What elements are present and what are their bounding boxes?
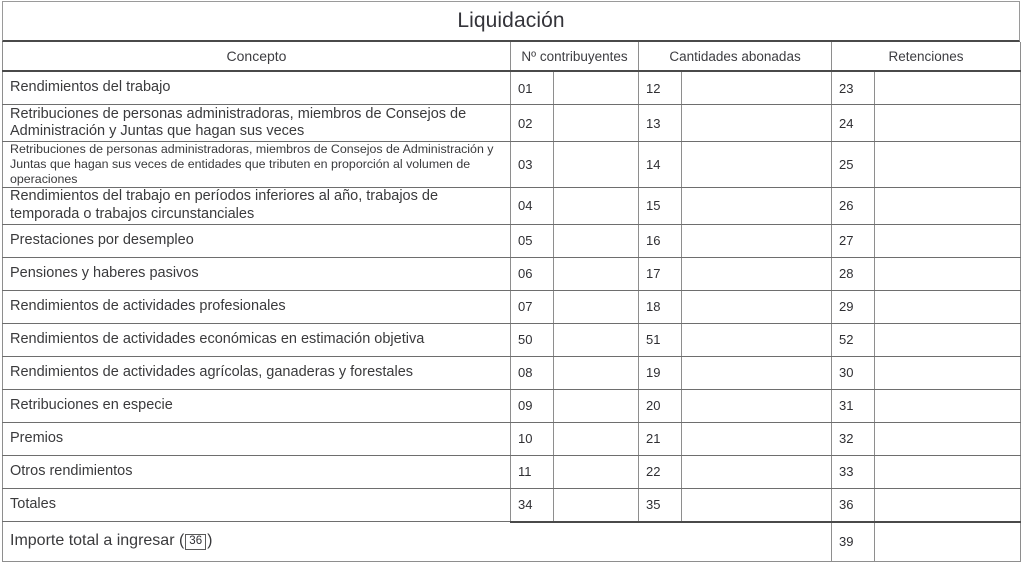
boxed-reference-number: 36 — [185, 534, 206, 551]
table-row — [3, 488, 1021, 522]
input-cell-contribuyentes[interactable] — [554, 356, 639, 389]
table-row — [3, 422, 1021, 455]
box-number-retenciones: 27 — [832, 224, 875, 257]
input-cell-contribuyentes[interactable] — [554, 187, 639, 224]
input-cell-contribuyentes[interactable] — [554, 105, 639, 142]
table-row — [3, 356, 1021, 389]
input-cell-contribuyentes[interactable] — [554, 257, 639, 290]
input-cell-contribuyentes[interactable] — [554, 71, 639, 105]
input-cell-contribuyentes[interactable] — [554, 422, 639, 455]
box-number-cantidades-abonadas: 18 — [639, 290, 682, 323]
input-cell-contribuyentes[interactable] — [554, 224, 639, 257]
input-cell-cantidades-abonadas[interactable] — [682, 389, 832, 422]
empty-spacer-cell — [511, 522, 554, 562]
box-number-contribuyentes: 08 — [511, 356, 554, 389]
box-number-contribuyentes: 02 — [511, 105, 554, 142]
input-cell-retenciones[interactable] — [875, 187, 1021, 224]
box-number-cantidades-abonadas: 17 — [639, 257, 682, 290]
box-number-cantidades-abonadas: 16 — [639, 224, 682, 257]
form-title-band — [2, 1, 1020, 42]
input-cell-cantidades-abonadas[interactable] — [682, 290, 832, 323]
box-number-retenciones: 23 — [832, 71, 875, 105]
box-number-contribuyentes: 09 — [511, 389, 554, 422]
box-number-cantidades-abonadas: 22 — [639, 455, 682, 488]
input-cell-cantidades-abonadas[interactable] — [682, 224, 832, 257]
row-concept-label: Rendimientos de actividades económicas en estimación objetiva — [3, 323, 511, 356]
row-concept-label: Totales — [3, 488, 511, 522]
box-number-contribuyentes: 06 — [511, 257, 554, 290]
table-row-total-a-ingresar — [3, 522, 1021, 562]
table-row — [3, 455, 1021, 488]
empty-spacer-cell — [682, 522, 832, 562]
column-header-retenciones: Retenciones — [832, 42, 1021, 71]
box-number-retenciones: 33 — [832, 455, 875, 488]
row-concept-label: Rendimientos de actividades profesionales — [3, 290, 511, 323]
input-cell-cantidades-abonadas[interactable] — [682, 187, 832, 224]
box-number-cantidades-abonadas: 51 — [639, 323, 682, 356]
box-number-contribuyentes: 07 — [511, 290, 554, 323]
box-number-contribuyentes: 04 — [511, 187, 554, 224]
input-cell-cantidades-abonadas[interactable] — [682, 71, 832, 105]
input-cell-cantidades-abonadas[interactable] — [682, 142, 832, 188]
row-concept-label: Rendimientos del trabajo en períodos inferiores al año, trabajos de temporada o trabajos circunstanciales — [3, 187, 511, 224]
input-cell-cantidades-abonadas[interactable] — [682, 323, 832, 356]
table-row — [3, 389, 1021, 422]
empty-spacer-cell — [554, 522, 639, 562]
row-concept-label: Premios — [3, 422, 511, 455]
box-number-contribuyentes: 34 — [511, 488, 554, 522]
box-number-contribuyentes: 10 — [511, 422, 554, 455]
table-row — [3, 257, 1021, 290]
input-cell-retenciones[interactable] — [875, 323, 1021, 356]
input-cell-retenciones[interactable] — [875, 257, 1021, 290]
input-cell-retenciones[interactable] — [875, 224, 1021, 257]
input-cell-contribuyentes[interactable] — [554, 455, 639, 488]
row-concept-label: Otros rendimientos — [3, 455, 511, 488]
box-number-retenciones: 28 — [832, 257, 875, 290]
box-number-contribuyentes: 01 — [511, 71, 554, 105]
table-body — [3, 42, 1021, 561]
box-number-retenciones: 36 — [832, 488, 875, 522]
column-header-cantidades-abonadas: Cantidades abonadas — [639, 42, 832, 71]
input-cell-contribuyentes[interactable] — [554, 488, 639, 522]
box-number-retenciones: 52 — [832, 323, 875, 356]
box-number-retenciones: 32 — [832, 422, 875, 455]
box-number-cantidades-abonadas: 20 — [639, 389, 682, 422]
input-cell-cantidades-abonadas[interactable] — [682, 257, 832, 290]
box-number-cantidades-abonadas: 19 — [639, 356, 682, 389]
row-concept-label: Retribuciones de personas administradoras, miembros de Consejos de Administración y Juntas que hagan sus veces — [3, 105, 511, 142]
box-number-retenciones: 24 — [832, 105, 875, 142]
box-number-cantidades-abonadas: 12 — [639, 71, 682, 105]
table-row — [3, 224, 1021, 257]
total-a-ingresar-label — [3, 522, 511, 562]
box-number-cantidades-abonadas: 13 — [639, 105, 682, 142]
box-number-cantidades-abonadas: 15 — [639, 187, 682, 224]
input-cell-retenciones[interactable] — [875, 488, 1021, 522]
column-header-contribuyentes: Nº contribuyentes — [511, 42, 639, 71]
box-number-retenciones: 31 — [832, 389, 875, 422]
table-row — [3, 290, 1021, 323]
input-cell-cantidades-abonadas[interactable] — [682, 105, 832, 142]
input-cell-retenciones[interactable] — [875, 455, 1021, 488]
row-concept-label: Retribuciones de personas administradoras, miembros de Consejos de Administración y Juntas que hagan sus veces de entidades que tributen en proporción al volumen de operaciones — [3, 142, 511, 188]
table-row — [3, 71, 1021, 105]
column-header-concepto: Concepto — [3, 42, 511, 71]
input-cell-retenciones[interactable] — [875, 71, 1021, 105]
box-number-cantidades-abonadas: 21 — [639, 422, 682, 455]
input-cell-contribuyentes[interactable] — [554, 290, 639, 323]
row-concept-label: Pensiones y haberes pasivos — [3, 257, 511, 290]
input-cell-cantidades-abonadas[interactable] — [682, 422, 832, 455]
table-row — [3, 323, 1021, 356]
input-cell-retenciones[interactable] — [875, 356, 1021, 389]
table-header-row — [3, 42, 1021, 71]
input-cell-cantidades-abonadas[interactable] — [682, 455, 832, 488]
box-number-contribuyentes: 11 — [511, 455, 554, 488]
box-number-retenciones: 29 — [832, 290, 875, 323]
row-concept-label: Retribuciones en especie — [3, 389, 511, 422]
input-cell-retenciones[interactable] — [875, 142, 1021, 188]
box-number-cantidades-abonadas: 14 — [639, 142, 682, 188]
liquidacion-table — [2, 42, 1021, 562]
table-row — [3, 105, 1021, 142]
row-concept-label: Rendimientos de actividades agrícolas, ganaderas y forestales — [3, 356, 511, 389]
input-cell-cantidades-abonadas[interactable] — [682, 488, 832, 522]
row-concept-label: Prestaciones por desempleo — [3, 224, 511, 257]
box-number-contribuyentes: 03 — [511, 142, 554, 188]
input-cell-retenciones[interactable] — [875, 105, 1021, 142]
box-number-retenciones: 26 — [832, 187, 875, 224]
input-cell-contribuyentes[interactable] — [554, 142, 639, 188]
box-number-contribuyentes: 05 — [511, 224, 554, 257]
input-cell-cantidades-abonadas[interactable] — [682, 356, 832, 389]
input-cell-retenciones[interactable] — [875, 290, 1021, 323]
page-title: Liquidación — [457, 9, 565, 32]
box-number-contribuyentes: 50 — [511, 323, 554, 356]
input-cell-retenciones[interactable] — [875, 422, 1021, 455]
total-label-text-before: Importe total a ingresar ( — [10, 531, 185, 549]
table-row — [3, 187, 1021, 224]
input-cell-contribuyentes[interactable] — [554, 323, 639, 356]
box-number-retenciones: 39 — [832, 522, 875, 562]
input-cell-contribuyentes[interactable] — [554, 389, 639, 422]
input-cell-retenciones[interactable] — [875, 522, 1021, 562]
total-label-text-after: ) — [207, 531, 213, 549]
table-row — [3, 142, 1021, 188]
row-concept-label: Rendimientos del trabajo — [3, 71, 511, 105]
box-number-cantidades-abonadas: 35 — [639, 488, 682, 522]
empty-spacer-cell — [639, 522, 682, 562]
box-number-retenciones: 25 — [832, 142, 875, 188]
box-number-retenciones: 30 — [832, 356, 875, 389]
input-cell-retenciones[interactable] — [875, 389, 1021, 422]
